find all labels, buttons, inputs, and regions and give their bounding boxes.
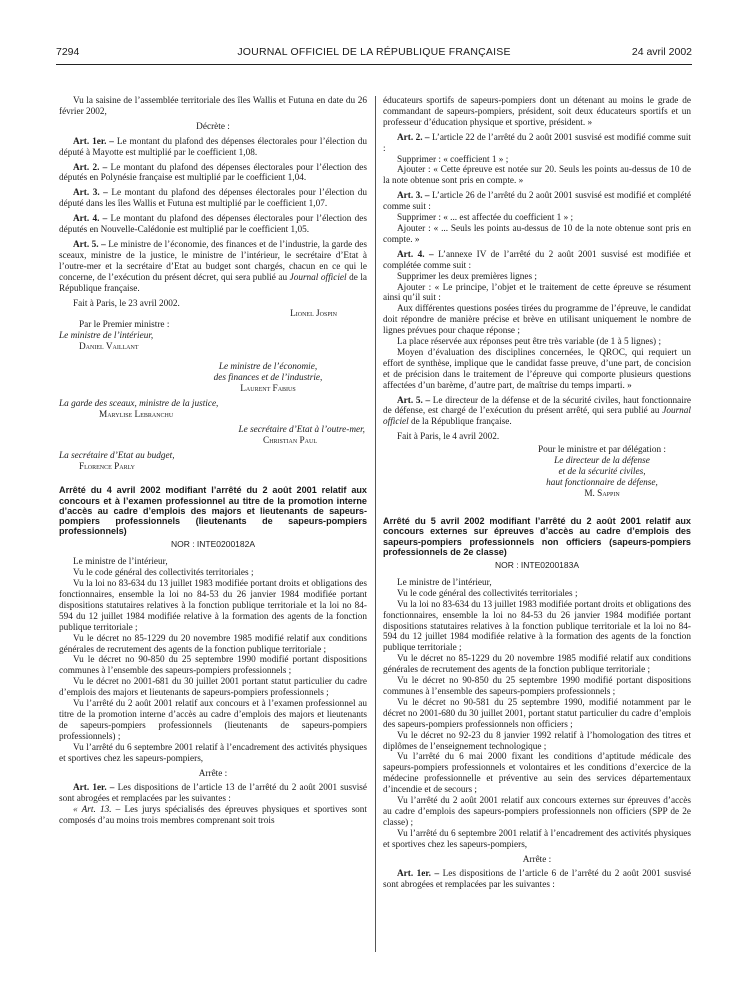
vu-clause: Vu le code général des collectivités territoriales ;: [73, 568, 254, 579]
column-divider: [375, 96, 376, 952]
vu-clause: Vu l’arrêté du 6 septembre 2001 relatif à l’encadrement des activités physiques et sportives chez les sapeurs-pompiers,: [59, 742, 367, 764]
article-text-end: de la République française.: [411, 417, 512, 428]
vu-clause: Vu le décret no 85-1229 du 20 novembre 1985 modifié relatif aux conditions générales de recrutement des agents de la fonction publique territoriale ;: [59, 633, 367, 655]
article-3: [59, 188, 367, 210]
article-4: [59, 214, 367, 236]
signatory-title: et de la sécurité civiles,: [558, 467, 646, 478]
article-1: [59, 783, 367, 805]
article-label: Art. 2. –: [397, 132, 430, 143]
arrete-heading: Arrête :: [522, 854, 552, 865]
article-text: L’article 26 de l’arrêté du 2 août 2001 susvisé est modifié et complété comme suit :: [383, 191, 691, 213]
intro-vu: Vu la saisine de l’assemblée territoriale des îles Wallis et Futuna en date du 26 février 2002,: [59, 96, 367, 117]
article-label: Art. 1er. –: [73, 136, 114, 147]
article-text: L’annexe IV de l’arrêté du 2 août 2001 susvisé est modifiée et complétée comme suit :: [383, 249, 691, 271]
nor-reference: NOR : INTE0200182A: [170, 539, 256, 550]
article-label: Art. 2. –: [73, 162, 108, 173]
article-2: [59, 163, 367, 185]
signatory-name: Florence Parly: [79, 462, 135, 473]
article-label: Art. 3. –: [73, 188, 108, 199]
annex-paragraph: Moyen d’évaluation des disciplines concernées, le QROC, qui requiert un effort de synthèse, implique que le candidat fasse preuve, d’une part, de concision et de précision dans le traitement de l’épreuve qui comporte plusieurs questions affectées d’un barème, d’autre part, de maîtrise du temps imparti. »: [383, 347, 691, 391]
article-label: Art. 4. –: [73, 214, 108, 225]
fait-a-paris: Fait à Paris, le 23 avril 2002.: [73, 298, 180, 309]
arrete-heading: Arrête :: [198, 768, 228, 779]
signatory-name: Lionel Jospin: [290, 309, 337, 320]
article-label: Art. 1er. –: [73, 783, 115, 794]
vu-clause: Vu le décret no 90-850 du 25 septembre 1990 modifié portant dispositions communes à l’ensemble des sapeurs-pompiers professionnels ;: [383, 676, 691, 697]
right-column: [383, 96, 691, 891]
decrete-heading: Décrète :: [196, 121, 230, 132]
article-text: Les dispositions de l’article 13 de l’arrêté du 2 août 2001 susvisé sont abrogées et remplacées par les suivantes :: [59, 783, 367, 805]
signature-line: Pour le ministre et par délégation :: [538, 445, 666, 456]
signatory-name: M. Sappin: [584, 489, 620, 500]
signature-line: Par le Premier ministre :: [79, 320, 170, 331]
vu-clause: Vu le décret no 90-850 du 25 septembre 1990 modifié portant dispositions communes à l’ensemble des sapeurs-pompiers professionnels ;: [59, 655, 367, 677]
vu-clause: Vu l’arrêté du 2 août 2001 relatif aux concours externes sur épreuves d’accès au cadre d’emplois des sapeurs-pompiers professionnels non officiers (SPP de 2e classe) ;: [383, 796, 691, 828]
vu-clause: Vu l’arrêté du 6 mai 2000 fixant les conditions d’aptitude médicale des sapeurs-pompiers professionnels et volontaires et les conditions d’exercice de la médecine professionnelle et préventive au sein des services départementaux d’incendie et de secours ;: [383, 752, 691, 796]
supprimer-line: Supprimer : « coefficient 1 » ;: [397, 154, 509, 165]
article-label: Art. 5. –: [73, 239, 106, 250]
article-label: Art. 4. –: [397, 249, 434, 260]
arrete-title: Arrêté du 4 avril 2002 modifiant l’arrêté du 2 août 2001 relatif aux concours et à l’examen professionnel au titre de la promotion interne d’accès au cadre d’emplois des majors et lieutenants de sapeurs-pompiers professionnels (lieutenants de sapeurs-pompiers professionnels): [59, 485, 367, 537]
article-2: [383, 133, 691, 155]
annex-paragraph: La place réservée aux réponses peut être très variable (de 1 à 5 lignes) ;: [397, 337, 662, 348]
journal-title: JOURNAL OFFICIEL DE LA RÉPUBLIQUE FRANÇAISE: [237, 46, 511, 58]
article-label: « Art. 13. –: [73, 805, 121, 816]
signatory-title: haut fonctionnaire de défense,: [546, 478, 658, 489]
signatory-title: Le secrétaire d’Etat à l’outre-mer,: [238, 425, 365, 436]
article-5: [59, 240, 367, 295]
article-4: [383, 250, 691, 272]
article-label: Art. 5. –: [397, 395, 431, 406]
article-text: L’article 22 de l’arrêté du 2 août 2001 susvisé est modifié comme suit :: [383, 132, 691, 154]
vu-clause: Vu la loi no 83-634 du 13 juillet 1983 modifiée portant droits et obligations des fonctionnaires, ensemble la loi no 84-53 du 26 janvier 1984 modifiée portant dispositions statutaires relatives à la fonction publique territoriale et la loi no 84-594 du 12 juillet 1984 modifiée relative à la formation des agents de la fonction publique territoriale ;: [383, 599, 691, 654]
annex-paragraph: Aux différentes questions posées tirées du programme de l’épreuve, le candidat doit répondre de manière précise et brève en utilisant uniquement le nombre de lignes prévues pour chaque réponse ;: [383, 304, 691, 337]
article-text: Le directeur de la défense et de la sécurité civiles, haut fonctionnaire de défense, est chargé de l’exécution du présent arrêté, qui sera publié au: [383, 395, 691, 417]
vu-clause: Vu l’arrêté du 2 août 2001 relatif aux concours et à l’examen professionnel au titre de la promotion interne d’accès au cadre d’emplois des majors et lieutenants de sapeurs-pompiers professionnels (lieutenants de sapeurs-pompiers professionnels) ;: [59, 699, 367, 742]
article-3: [383, 191, 691, 213]
article-text: Les jurys spécialisés des épreuves physiques et sportives sont composés d’au moins trois membres comprenant soit trois: [59, 805, 368, 827]
page-header: [56, 46, 692, 62]
signatory-title: des finances et de l’industrie,: [213, 373, 323, 384]
ajouter-line: Ajouter : « Cette épreuve est notée sur 20. Seuls les points au-dessus de 10 de la note obtenue sont pris en compte. »: [383, 165, 691, 187]
journal-officiel-ref: Journal officiel: [289, 272, 347, 283]
vu-clause: Vu le décret no 90-581 du 25 septembre 1990, modifié notamment par le décret no 2001-680 du 30 juillet 2001, portant statut particulier du cadre d’emplois des sapeurs-pompiers professionnels non officiers ;: [383, 697, 691, 730]
left-column: [59, 96, 367, 827]
supprimer-line: Supprimer les deux premières lignes ;: [397, 271, 538, 282]
nor-reference: NOR : INTE0200183A: [494, 560, 580, 570]
signatory-name: Laurent Fabius: [240, 384, 296, 395]
vu-clause: Vu le code général des collectivités territoriales ;: [397, 588, 578, 599]
signatory-name: Marylise Lebranchu: [99, 410, 174, 421]
article-1: [59, 137, 367, 159]
article-label: Art. 1er. –: [397, 869, 440, 880]
article-text: Les dispositions de l’article 6 de l’arrêté du 2 août 2001 susvisé sont abrogées et remplacées par les suivantes :: [383, 869, 691, 891]
arrete-title: Arrêté du 5 avril 2002 modifiant l’arrêté du 2 août 2001 relatif aux concours externes sur épreuves d’accès au cadre d’emplois des sapeurs-pompiers professionnels non officiers (sapeurs-pompiers professionnels de 2e classe): [383, 516, 691, 557]
page-number: 7294: [56, 46, 80, 58]
article-text-end: de la République française.: [59, 272, 368, 294]
publication-date: 24 avril 2002: [631, 46, 692, 58]
signature-block: [383, 445, 691, 500]
article-text: Le montant du plafond des dépenses électorales pour l’élection des députés en Polynésie française est multiplié par le coefficient 1,04.: [59, 162, 367, 184]
minister-line: Le ministre de l’intérieur,: [73, 557, 168, 568]
article-5: [383, 396, 691, 429]
signatory-title: Le directeur de la défense: [554, 456, 650, 467]
article-text: Le montant du plafond des dépenses électorales pour l’élection des députés en Nouvelle-Calédonie est multiplié par le coefficient 1,05.: [59, 214, 367, 236]
signature-block: [59, 309, 367, 473]
signatory-title: Le ministre de l’intérieur,: [59, 331, 154, 342]
continued-text: éducateurs sportifs de sapeurs-pompiers dont un détenant au moins le grade de commandant de sapeurs-pompiers, président, soit deux éducateurs sportifs et un professeur d’éducation physique et sportive, président. »: [383, 96, 691, 128]
signatory-name: Christian Paul: [263, 436, 317, 447]
journal-officiel-ref: Journal officiel: [383, 406, 691, 428]
ajouter-line: Ajouter : « Le principe, l’objet et le traitement de cette épreuve se résument ainsi qu’il suit :: [383, 282, 691, 304]
ajouter-line: Ajouter : « ... Seuls les points au-dessus de 10 de la note obtenue sont pris en compte. »: [383, 223, 691, 245]
vu-clause: Vu la loi no 83-634 du 13 juillet 1983 modifiée portant droits et obligations des fonctionnaires, ensemble la loi no 84-53 du 26 janvier 1984 modifiée portant dispositions statutaires relatives à la fonction publique territoriale et la loi no 84-594 du 12 juillet 1984 modifiée relative à la formation des agents de la fonction publique territoriale ;: [59, 579, 367, 633]
signatory-title: Le ministre de l’économie,: [218, 362, 318, 373]
minister-line: Le ministre de l’intérieur,: [397, 577, 492, 588]
vu-clause: Vu le décret no 92-23 du 8 janvier 1992 relatif à l’homologation des titres et diplômes de l’enseignement technologique ;: [383, 730, 691, 752]
article-text: Le montant du plafond des dépenses électorales pour l’élection du député dans les îles Wallis et Futuna est multiplié par le coefficient 1,07.: [59, 188, 368, 210]
article-text: Le ministre de l’économie, des finances et de l’industrie, la garde des sceaux, ministre de la justice, le ministre de l’intérieur, le secrétaire d’Etat à l’outre-mer et la secrétaire d’Etat au budget sont chargés, chacun en ce qui le concerne, de l’exécution du présent décret, qui sera publié au: [59, 239, 368, 283]
article-1: [383, 869, 691, 891]
signatory-title: La garde des sceaux, ministre de la justice,: [59, 399, 219, 410]
vu-clause: Vu l’arrêté du 6 septembre 2001 relatif à l’encadrement des activités physiques et sportives chez les sapeurs-pompiers,: [383, 828, 691, 850]
fait-a-paris: Fait à Paris, le 4 avril 2002.: [397, 432, 500, 443]
vu-clause: Vu le décret no 2001-681 du 30 juillet 2001 portant statut particulier du cadre d’emplois des majors et lieutenants de sapeurs-pompiers professionnels ;: [59, 677, 367, 699]
header-rule: [56, 64, 692, 65]
supprimer-line: Supprimer : « ... est affectée du coefficient 1 » ;: [397, 213, 574, 224]
signatory-title: La secrétaire d’Etat au budget,: [59, 451, 175, 462]
article-label: Art. 3. –: [397, 191, 430, 202]
vu-clause: Vu le décret no 85-1229 du 20 novembre 1985 modifié relatif aux conditions générales de recrutement des agents de la fonction publique territoriale ;: [383, 654, 691, 676]
article-13: [59, 805, 367, 827]
signatory-name: Daniel Vaillant: [79, 342, 139, 353]
article-text: Le montant du plafond des dépenses électorales pour l’élection du député à Mayotte est multiplié par le coefficient 1,08.: [59, 136, 367, 158]
